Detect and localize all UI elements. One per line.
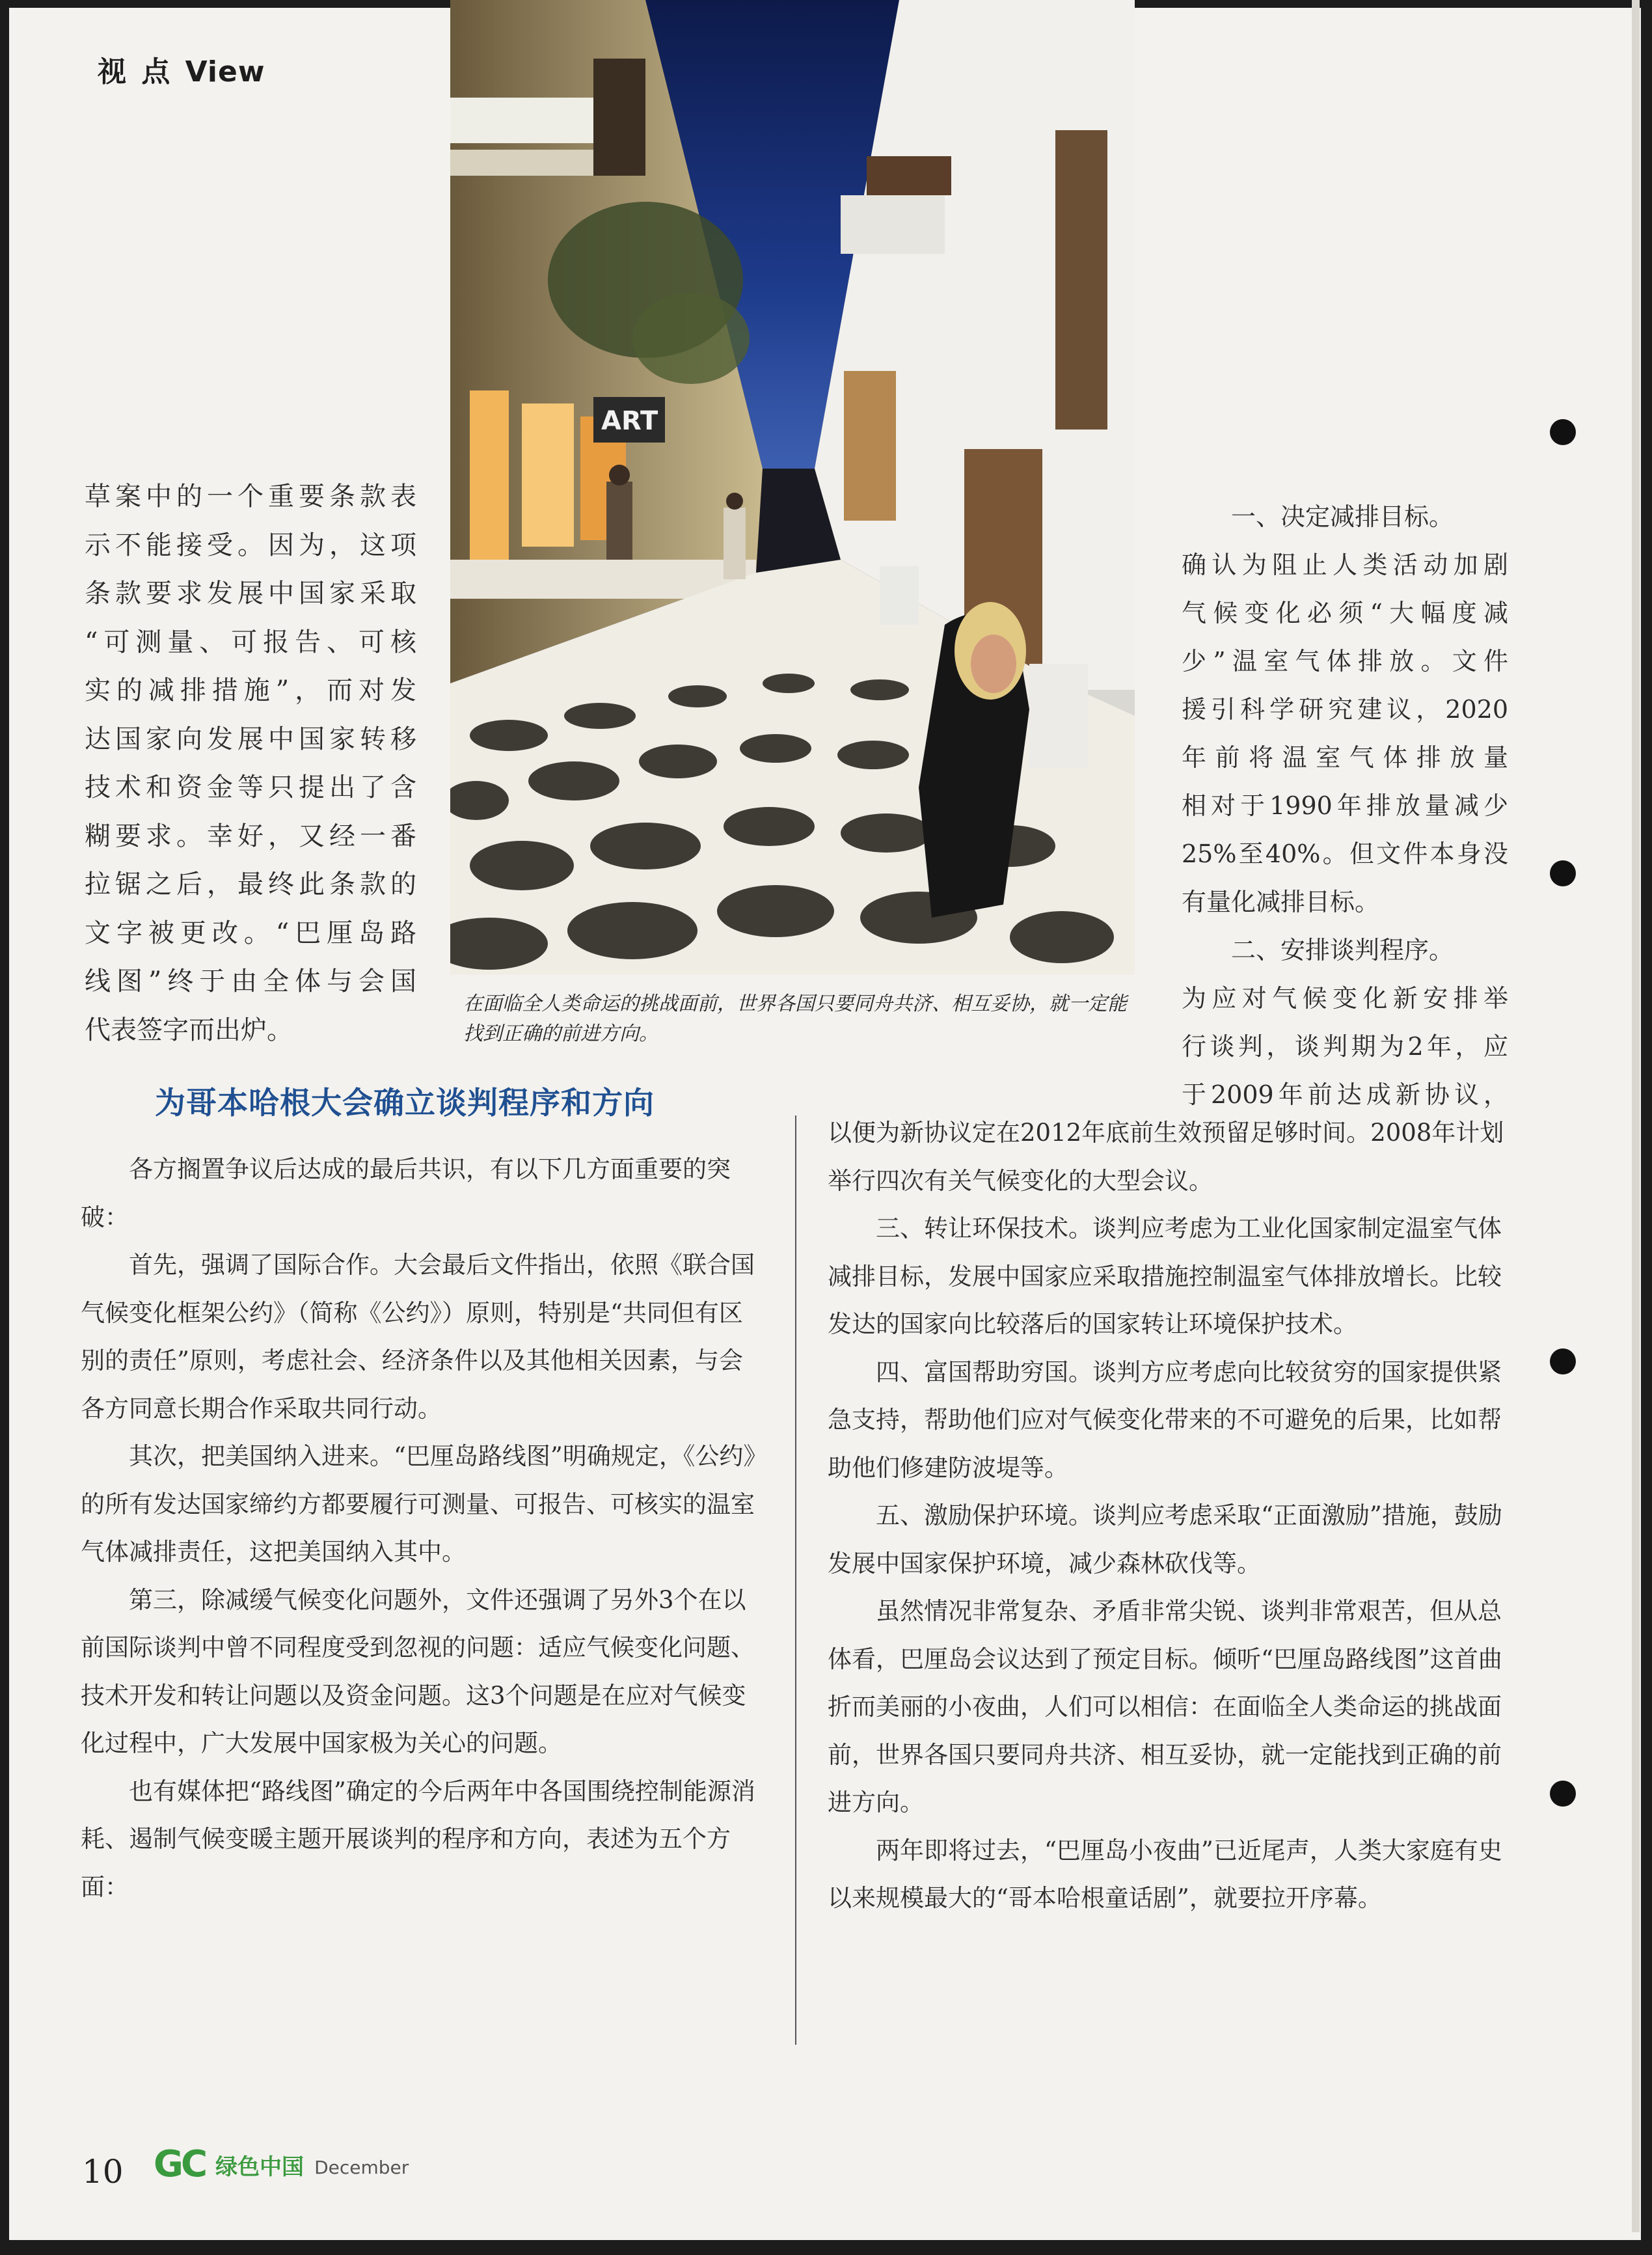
- text-line: 达国家向发展中国家转移: [85, 724, 416, 754]
- section-subheading: 为哥本哈根大会确立谈判程序和方向: [155, 1086, 655, 1121]
- text-line: 草案中的一个重要条款表: [85, 482, 416, 512]
- issue-month: December: [314, 2157, 409, 2178]
- text-line: 拉锯之后，最终此条款的: [85, 869, 416, 899]
- paragraph: 以便为新协议定在2012年底前生效预留足够时间。2008年计划举行四次有关气候变化的大型会议。: [828, 1119, 1504, 1195]
- paragraph: 五、激励保护环境。谈判应考虑采取“正面激励”措施，鼓励发展中国家保护环境，减少森林砍伐等。: [828, 1501, 1502, 1578]
- binder-hole: [1550, 1348, 1576, 1374]
- paragraph: 四、富国帮助穷国。谈判方应考虑向比较贫穷的国家提供紧急支持，帮助他们应对气候变化带来的不可避免的后果，比如帮助他们修建防波堤等。: [828, 1358, 1502, 1482]
- text-line: 糊要求。幸好，又经一番: [85, 821, 416, 851]
- text-line: 援引科学研究建议，2020: [1182, 695, 1508, 724]
- magazine-logo: [154, 2145, 409, 2184]
- text-line: 于2009年前达成新协议，: [1182, 1080, 1508, 1109]
- binder-hole: [1550, 860, 1576, 886]
- section-label-cn: 视 点: [98, 55, 173, 89]
- section-label-en: View: [185, 55, 265, 89]
- text-line: 有量化减排目标。: [1182, 888, 1380, 916]
- text-line: 二、安排谈判程序。: [1231, 936, 1454, 964]
- text-line: 一、决定减排目标。: [1231, 502, 1454, 531]
- text-line: “可测量、可报告、可核: [85, 627, 416, 657]
- right-column-body: [828, 1109, 1510, 1922]
- paragraph: 也有媒体把“路线图”确定的今后两年中各国围绕控制能源消耗、遏制气候变暖主题开展谈判的程序和方向，表述为五个方面：: [81, 1777, 755, 1901]
- logo-mark: GC: [154, 2143, 206, 2185]
- page-number: 10: [82, 2153, 124, 2191]
- art-sign: ART: [601, 406, 658, 436]
- text-line: 线图”终于由全体与会国: [85, 966, 416, 996]
- paragraph: 第三，除减缓气候变化问题外，文件还强调了另外3个在以前国际谈判中曾不同程度受到忽视的问题：适应气候变化问题、技术开发和转让问题以及资金问题。这3个问题是在应对气候变化过程中，广大发展中国家极为关心的问题。: [81, 1585, 755, 1757]
- text-line: 实的减排措施”，而对发: [85, 676, 416, 705]
- binder-hole: [1550, 1781, 1576, 1807]
- magazine-name: 绿色中国: [215, 2154, 305, 2180]
- paragraph: 首先，强调了国际合作。大会最后文件指出，依照《联合国气候变化框架公约》（简称《公约》）原则，特别是“共同但有区别的责任”原则，考虑社会、经济条件以及其他相关因素，与会各方同意长期合作采取共同行动。: [81, 1251, 755, 1423]
- text-line: 代表签字而出炉。: [85, 1015, 293, 1045]
- column-divider: [795, 1115, 796, 2045]
- paragraph: 各方搁置争议后达成的最后共识，有以下几方面重要的突破：: [81, 1155, 731, 1231]
- text-line: 为应对气候变化新安排举: [1182, 984, 1508, 1013]
- text-line: 气候变化必须“大幅度减: [1182, 599, 1508, 627]
- paragraph: 虽然情况非常复杂、矛盾非常尖锐、谈判非常艰苦，但从总体看，巴厘岛会议达到了预定目标。倾听“巴厘岛路线图”这首曲折而美丽的小夜曲，人们可以相信：在面临全人类命运的挑战面前，世界各国只要同舟共济、相互妥协，就一定能找到正确的前进方向。: [828, 1597, 1502, 1816]
- section-label: [98, 48, 265, 90]
- left-column-body: [81, 1145, 763, 1911]
- text-line: 相对于1990年排放量减少: [1182, 791, 1508, 820]
- text-line: 25%至40%。但文件本身没: [1182, 840, 1508, 868]
- left-column-top-text: [85, 472, 416, 1054]
- text-line: 文字被更改。“巴厘岛路: [85, 918, 416, 948]
- photo-caption: 在面临全人类命运的挑战面前，世界各国只要同舟共济、相互妥协，就一定能找到正确的前进方向。: [463, 992, 1127, 1045]
- paragraph: 其次，把美国纳入进来。“巴厘岛路线图”明确规定，《公约》的所有发达国家缔约方都要履行可测量、可报告、可核实的温室气体减排责任，这把美国纳入其中。: [81, 1442, 755, 1566]
- text-line: 年前将温室气体排放量: [1182, 743, 1508, 772]
- text-line: 示不能接受。因为，这项: [85, 530, 416, 560]
- text-line: 行谈判，谈判期为2年，应: [1182, 1032, 1508, 1061]
- binder-hole: [1550, 419, 1576, 445]
- street-photo: [450, 0, 1135, 975]
- paragraph: 三、转让环保技术。谈判应考虑为工业化国家制定温室气体减排目标，发展中国家应采取措施控制温室气体排放增长。比较发达的国家向比较落后的国家转让环境保护技术。: [828, 1214, 1502, 1338]
- page-edge: [1632, 0, 1640, 2232]
- text-line: 技术和资金等只提出了含: [85, 772, 416, 802]
- right-column-top-text: [1182, 493, 1508, 1119]
- text-line: 条款要求发展中国家采取: [85, 579, 416, 608]
- text-line: 少”温室气体排放。文件: [1182, 647, 1508, 676]
- paragraph: 两年即将过去，“巴厘岛小夜曲”已近尾声，人类大家庭有史以来规模最大的“哥本哈根童话剧”，就要拉开序幕。: [828, 1836, 1502, 1912]
- text-line: 确认为阻止人类活动加剧: [1182, 551, 1508, 579]
